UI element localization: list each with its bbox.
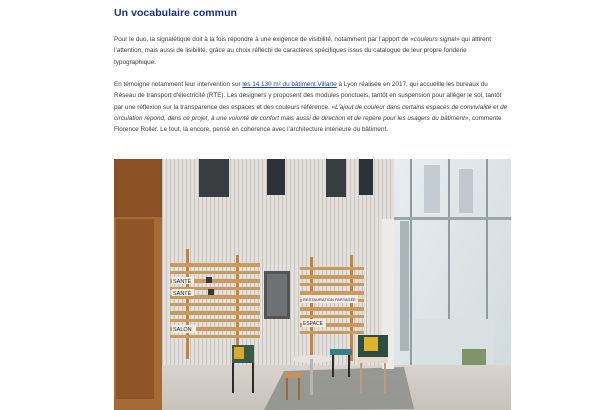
sign-label: SALON	[173, 327, 192, 333]
sign-label: ESPACE	[303, 321, 323, 327]
quote-emphasis: L’ajout de couleur dans certains espaces de convivialité et de circulation répond, dans ce projet, à une volonté de confort mais aussi de direction et de repère pour les usagers du bâtiment	[114, 103, 508, 122]
sign-label: SANTÉ	[173, 279, 192, 285]
interior-photo	[114, 159, 511, 410]
paragraph-villarte	[114, 79, 510, 135]
sign-label: SANTÉ	[173, 291, 192, 297]
paragraph-text: » qui attirent l’attention, mais aussi de lisibilité, grâce au choix réfléchi de caractères spécifiques issus du catalogue de leur propre fonderie typographique.	[114, 36, 492, 66]
paragraph-text: », commente Florence Roller. Le tout, là encore, pensé en cohérence avec l’architecture intérieure du bâtiment.	[114, 114, 502, 134]
quote-emphasis: couleurs signal	[413, 36, 457, 43]
paragraph-text: En témoigne notamment leur intervention sur	[114, 81, 243, 88]
section-heading: Un vocabulaire commun	[114, 7, 237, 19]
paragraph-text: à Lyon réalisée en 2017, qui accueille les bureaux du Réseau de transport d’électricité (RTE). Les designers y proposent des modules ponctuels, tantôt en suspension pour alléger le sol, tantôt par une réflexion sur la transparence des espaces et des couleurs référence. «	[114, 81, 502, 111]
sign-label: RESTAURATION PARTAGÉE	[303, 297, 356, 302]
paragraph-text: Pour le duo, la signalétique doit à la fois répondre à une exigence de visibilité, notamment par l’apport de «	[114, 36, 414, 43]
paragraph-intro	[114, 34, 510, 68]
villarte-link[interactable]: les 14 130 m² du bâtiment Villarte	[242, 81, 337, 88]
